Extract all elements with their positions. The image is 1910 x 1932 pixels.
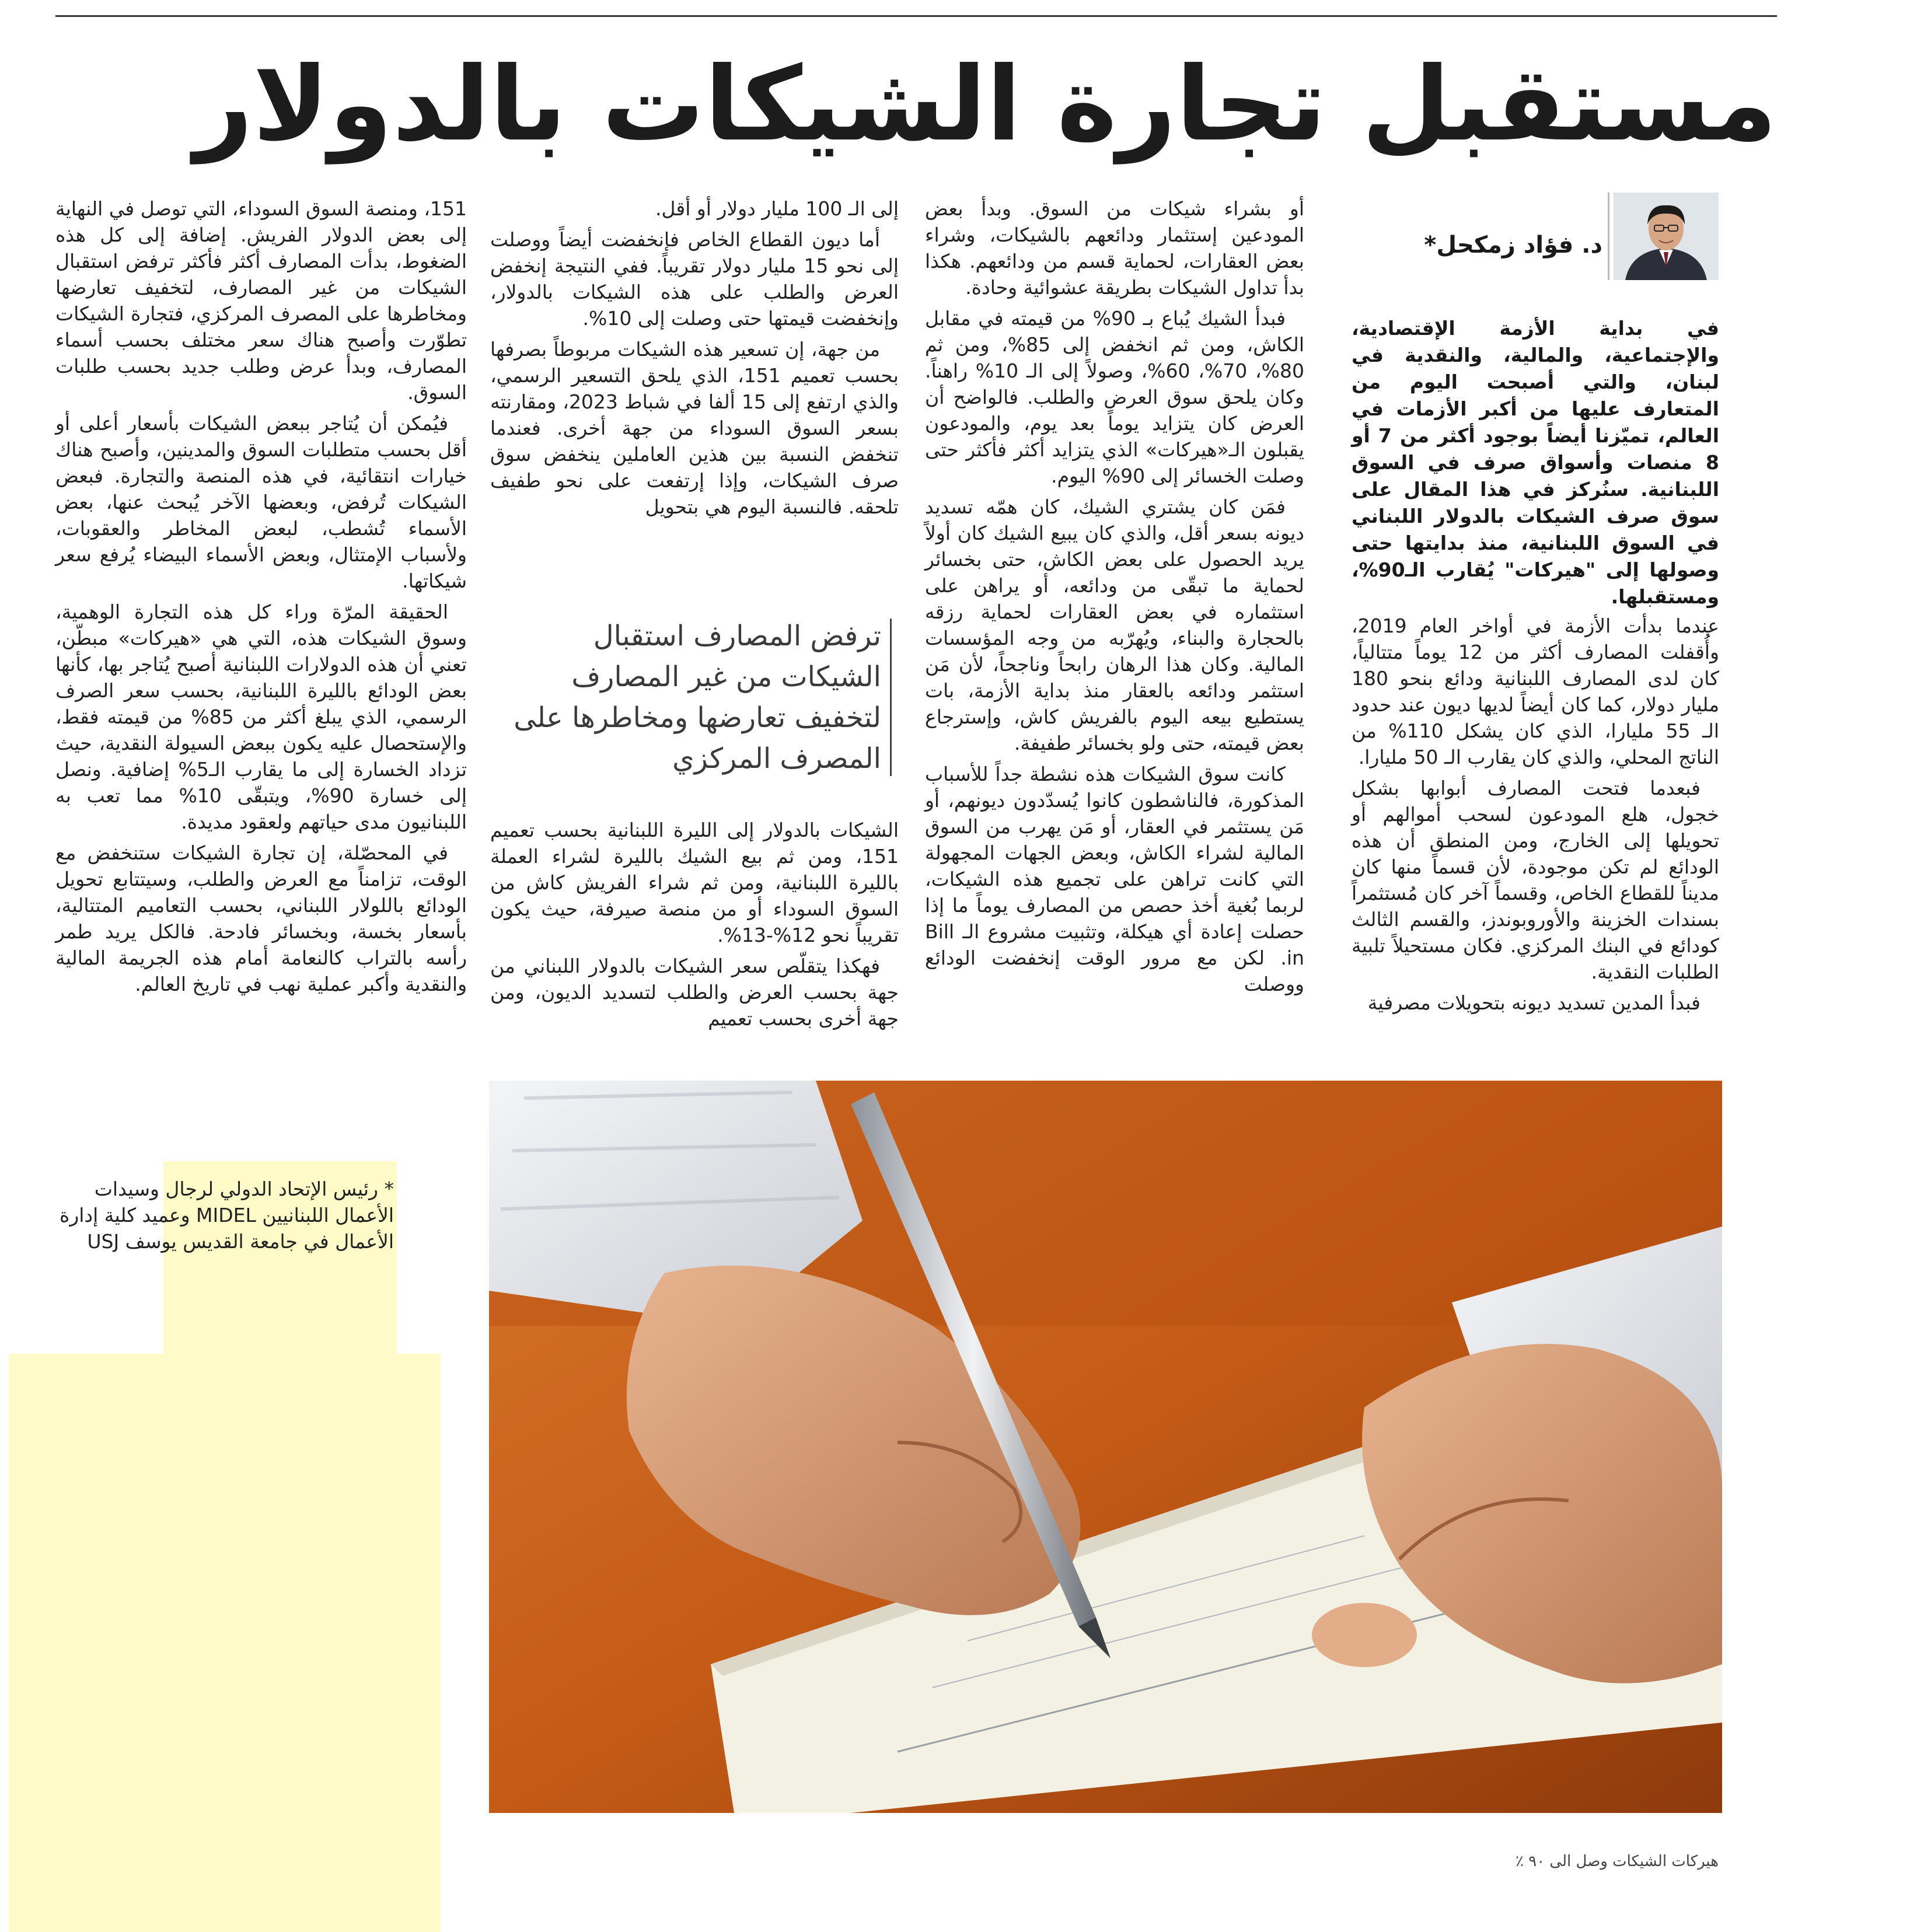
column-1: [1352, 613, 1719, 1021]
cheque-signing-photo: [489, 1081, 1722, 1813]
photo-caption: هيركات الشيكات وصل الى ٩٠ ٪: [1516, 1853, 1719, 1870]
paragraph: فبدأ الشيك يُباع بـ 90% من قيمته في مقابل الكاش، ومن ثم انخفض إلى 85%، ومن ثم 80%، 70%، 60%، وصولاً إلى الـ 10% راهناً. وكان يلحق سوق العرض والطلب. فالواضح أن العرض كان يتزايد يوماً بعد يوم، والمودعون يقبلون الـ«هيركات» الذي يتزايد أكثر فأكثر حتى وصلت الخسائر إلى 90% اليوم.: [925, 307, 1305, 487]
headline: مستقبل تجارة الشيكات بالدولار: [194, 46, 1777, 164]
paragraph: 151، ومنصة السوق السوداء، التي توصل في النهاية إلى بعض الدولار الفريش. إضافة إلى كل هذه الضغوط، بدأت المصارف أكثر فأكثر ترفض استقبال الشيكات من غير المصارف، لتخفيف تعارضها ومخاطرها على المصرف المركزي، فتجارة الشيكات تطوّرت وأصبح هناك سعر مختلف بحسب أسماء المصارف، وبدأ عرض وطلب جديد بحسب طلبات السوق.: [55, 197, 467, 404]
paragraph: الحقيقة المرّة وراء كل هذه التجارة الوهمية، وسوق الشيكات هذه، التي هي «هيركات» مبطّن، تعني أن هذه الدولارات اللبنانية أصبح يُتاجر بها، كأنها بعض الودائع بالليرة اللبنانية، بحسب سعر الصرف الرسمي، الذي يبلغ أكثر من 85% من قيمته فقط، والإستحصال عليه يكون ببعض السيولة النقدية، حيث تزداد الخسارة إلى ما يقارب الـ5% إضافية. ونصل إلى خسارة 90%، ويتبقّى 10% مما تعب به اللبنانيون مدى حياتهم ولعقود مديدة.: [55, 600, 467, 833]
column-2: [925, 195, 1304, 1002]
paragraph: فيُمكن أن يُتاجر ببعض الشيكات بأسعار أعلى أو أقل بحسب متطلبات السوق والمدينين، وأصبح هناك خيارات انتقائية، في هذه المنصة والتجارة. فبعض الشيكات تُرفض، وبعضها الآخر يُبحث عنها، بعض الأسماء تُشطب، لبعض المخاطر والعقوبات، ولأسباب الإمتثال، وبعض الأسماء البيضاء يُرفع سعر شيكاتها.: [55, 412, 467, 592]
paragraph: عندما بدأت الأزمة في أواخر العام 2019، وأُقفلت المصارف أكثر من 12 يوماً متتالياً، كان لدى المصارف اللبنانية ودائع بنحو 180 مليار دولار، كما كان أيضاً لديها ديون عند حدود الـ 55 مليارا، الذي كان يشكل 110% من الناتج المحلي، والذي كان يقارب الـ 50 مليارا.: [1352, 614, 1719, 768]
column-3: [490, 195, 899, 525]
highlight-area: [9, 1161, 441, 1932]
author-photo: [1614, 193, 1719, 280]
lead-paragraph: في بداية الأزمة الإقتصادية، والإجتماعية، والمالية، والنقدية في لبنان، والتي أصبحت اليوم من المتعارف عليها من أكبر الأزمات في العالم، تميّزنا أيضاً بوجود أكثر من 7 أو 8 منصات وأسواق صرف في السوق اللبنانية. سنُركز في هذا المقال على سوق صرف الشيكات بالدولار اللبناني في السوق اللبنانية، منذ بدايتها حتى وصولها إلى "هيركات" يُقارب الـ90%، ومستقبلها.: [1352, 317, 1720, 608]
paragraph: فمَن كان يشتري الشيك، كان همّه تسديد ديونه بسعر أقل، والذي كان يبيع الشيك كان أولاً يريد الحصول على بعض الكاش، حتى بخسائر لحماية ما تبقّى من ودائعه، أو يراهن على استثماره في بعض العقارات لحماية رزقه بالحجارة والبناء، ويُهرّبه من وجه المؤسسات المالية. وكان هذا الرهان رابحاً وناجحاً، لأن مَن استثمر ودائعه بالعقار منذ بداية الأزمة، بات يستطيع بيعه اليوم بالفريش كاش، وإسترجاع بعض قيمته، حتى ولو بخسائر طفيفة.: [925, 495, 1304, 754]
paragraph: كانت سوق الشيكات هذه نشطة جداً للأسباب المذكورة، فالناشطون كانوا يُسدّدون ديونهم، أو مَن يستثمر في العقار، أو مَن يهرب من السوق المالية لشراء الكاش، وبعض الجهات المجهولة التي كانت تراهن على تجميع هذه الشيكات، لربما بُغية أخذ حصص من المصارف يوماً ما إذا حصلت إعادة أي هيكلة، وتثبيت مشروع الـ Bill in. لكن مع مرور الوقت إنخفضت الودائع ووصلت: [925, 763, 1304, 995]
pullquote: ترفض المصارف استقبال الشيكات من غير المصارف لتخفيف تعارضها ومخاطرها على المصرف المركزي: [514, 620, 881, 775]
author-byline: د. فؤاد زمكحل*: [1424, 232, 1602, 258]
paragraph: أما ديون القطاع الخاص فإنخفضت أيضاً ووصلت إلى نحو 15 مليار دولار تقريباً. ففي النتيجة إنخفض العرض والطلب على هذه الشيكات بالدولار، وإنخفضت قيمتها حتى وصلت إلى 10%.: [490, 228, 899, 330]
paragraph: إلى الـ 100 مليار دولار أو أقل.: [655, 197, 899, 220]
paragraph: في المحصّلة، إن تجارة الشيكات ستنخفض مع الوقت، تزامناً مع العرض والطلب، وسيتتابع تحويل الودائع باللولار اللبناني، بحسب التعاميم المتتالية، بأسعار بخسة، وبخسائر فادحة. فالكل يريد طمر رأسه بالتراب كالنعامة أمام هذه الجريمة المالية والنقدية وأكبر عملية نهب في تاريخ العالم.: [55, 841, 467, 995]
column-4: [55, 195, 467, 1002]
paragraph: الشيكات بالدولار إلى الليرة اللبنانية بحسب تعميم 151، ومن ثم بيع الشيك بالليرة لشراء العملة بالليرة اللبنانية، ومن ثم شراء الفريش كاش من السوق السوداء أو من منصة صيرفة، حيث يكون تقريباً نحو 12%-13%.: [490, 819, 899, 946]
author-footnote: * رئيس الإتحاد الدولي لرجال وسيدات الأعمال اللبنانيين MIDEL وعميد كلية إدارة الأعمال في جامعة القديس يوسف USJ: [60, 1178, 394, 1253]
author-portrait-icon: [1614, 193, 1719, 280]
cheque-photo-icon: [489, 1081, 1722, 1813]
paragraph: من جهة، إن تسعير هذه الشيكات مربوطاً بصرفها بحسب تعميم 151، الذي يلحق التسعير الرسمي، والذي ارتفع إلى 15 ألفا في شباط 2023، ومقارنته بسعر السوق السوداء من جهة أخرى. فعندما تنخفض النسبة بين هذين العاملين ينخفض سوق صرف الشيكات، وإذا إرتفعت على نحو طفيف تلحقه. فالنسبة اليوم هي بتحويل: [490, 338, 899, 518]
column-3-continued: [490, 817, 899, 1036]
pullquote-bar: [890, 619, 892, 776]
paragraph: فبدأ المدين تسديد ديونه بتحويلات مصرفية: [1367, 991, 1701, 1014]
paragraph: فهكذا يتقلّص سعر الشيكات بالدولار اللبناني من جهة بحسب العرض والطلب لتسديد الديون، ومن جهة أخرى بحسب تعميم: [490, 955, 899, 1030]
byline-divider: [1608, 193, 1609, 280]
top-rule: [55, 15, 1777, 17]
paragraph: فبعدما فتحت المصارف أبوابها بشكل خجول، هلع المودعون لسحب أموالهم أو تحويلها إلى الخارج، ومن المنطق أن هذه الودائع لم تكن موجودة، لأن قسماً منها كان مديناً للقطاع الخاص، وقسماً آخر كان مُستثمراً بسندات الخزينة والأوروبوندز، والقسم الثالث كودائع في البنك المركزي. فكان مستحيلاً تلبية الطلبات النقدية.: [1352, 777, 1719, 983]
paragraph: أو بشراء شيكات من السوق. وبدأ بعض المودعين إستثمار ودائعهم بالشيكات، وشراء بعض العقارات، لحماية قسم من ودائعهم. هكذا بدأ تداول الشيكات بطريقة عشوائية وحادة.: [925, 197, 1304, 299]
